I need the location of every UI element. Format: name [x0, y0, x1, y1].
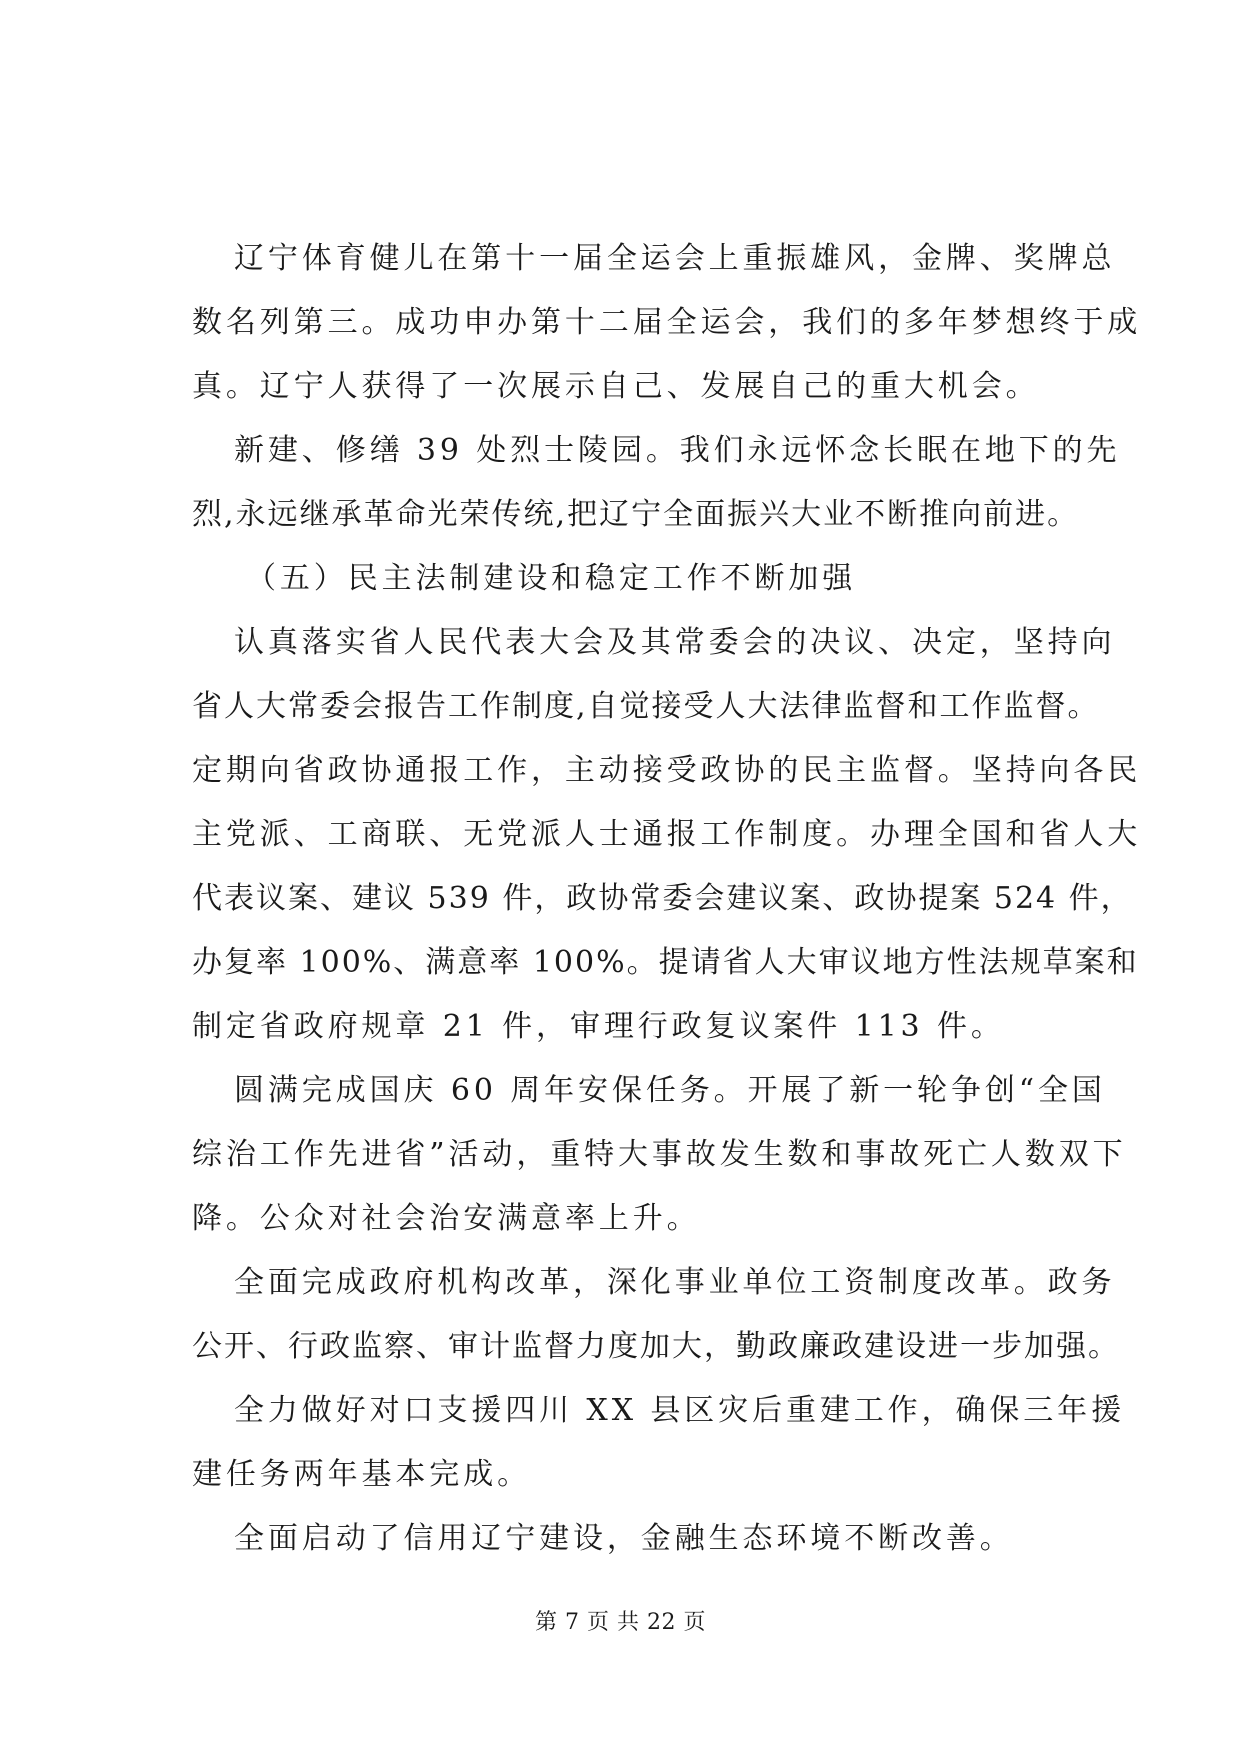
- text-line: 真。辽宁人获得了一次展示自己、发展自己的重大机会。: [192, 369, 1040, 404]
- text-line: 省人大常委会报告工作制度,自觉接受人大法律监督和工作监督。: [192, 689, 1100, 724]
- text-line: 主党派、工商联、无党派人士通报工作制度。办理全国和省人大: [192, 817, 1142, 852]
- text-line: 制定省政府规章 21 件，审理行政复议案件 113 件。: [192, 1009, 1005, 1044]
- text-line: 代表议案、建议 539 件，政协常委会建议案、政协提案 524 件，: [192, 881, 1133, 916]
- paragraph-security: [192, 1059, 1127, 1251]
- text-line: 烈,永远继承革命光荣传统,把辽宁全面振兴大业不断推向前进。: [192, 497, 1080, 532]
- document-body: [192, 227, 1142, 1571]
- text-line: 辽宁体育健儿在第十一届全运会上重振雄风，金牌、奖牌总: [234, 241, 1116, 276]
- paragraph-reconstruction: [192, 1379, 1125, 1507]
- text-line: 建任务两年基本完成。: [192, 1457, 531, 1492]
- text-line: 办复率 100%、满意率 100%。提请省人大审议地方性法规草案和: [192, 945, 1139, 980]
- text-line: 认真落实省人民代表大会及其常委会的决议、决定，坚持向: [234, 625, 1116, 660]
- paragraph-democracy-legal: [192, 611, 1142, 1059]
- paragraph-sports: [192, 227, 1142, 419]
- paragraph-reform: [192, 1251, 1120, 1379]
- section-heading-text: （五）民主法制建设和稳定工作不断加强: [246, 561, 857, 596]
- section-heading: [192, 547, 1080, 611]
- paragraph-credit: [192, 1507, 1080, 1571]
- text-line: 全面完成政府机构改革，深化事业单位工资制度改革。政务: [234, 1265, 1116, 1300]
- page-number-footer: 第 7 页 共 22 页: [535, 1610, 706, 1635]
- text-line: 圆满完成国庆 60 周年安保任务。开展了新一轮争创“全国: [234, 1073, 1106, 1108]
- text-line: 降。公众对社会治安满意率上升。: [192, 1201, 701, 1236]
- text-line: 公开、行政监察、审计监督力度加大，勤政廉政建设进一步加强。: [192, 1329, 1120, 1364]
- paragraph-memorials: [192, 419, 1121, 547]
- text-line: 综治工作先进省”活动，重特大事故发生数和事故死亡人数双下: [192, 1137, 1127, 1172]
- text-line: 新建、修缮 39 处烈士陵园。我们永远怀念长眠在地下的先: [234, 433, 1121, 468]
- text-line: 全力做好对口支援四川 XX 县区灾后重建工作，确保三年援: [234, 1393, 1125, 1428]
- text-line: 定期向省政协通报工作，主动接受政协的民主监督。坚持向各民: [192, 753, 1142, 788]
- text-line: 数名列第三。成功申办第十二届全运会，我们的多年梦想终于成: [192, 305, 1142, 340]
- text-line: 全面启动了信用辽宁建设，金融生态环境不断改善。: [234, 1521, 1014, 1556]
